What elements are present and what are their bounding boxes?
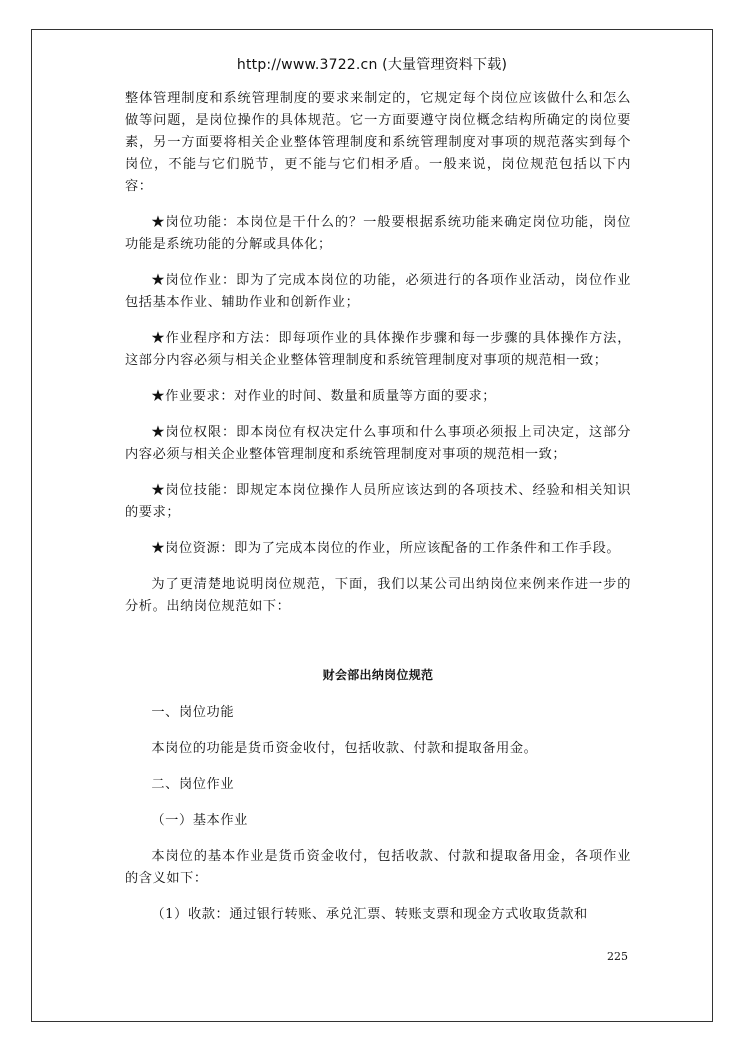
paragraph-procedure-method: ★作业程序和方法：即每项作业的具体操作步骤和每一步骤的具体操作方法，这部分内容必须与相关企业整体管理制度和系统管理制度对事项的规范相一致； xyxy=(125,331,631,368)
page-number: 225 xyxy=(607,950,628,963)
paragraph-authority: ★岗位权限：即本岗位有权决定什么事项和什么事项必须报上司决定，这部分内容必须与相关企业整体管理制度和系统管理制度对事项的规范相一致； xyxy=(125,425,631,462)
section-title: 财会部出纳岗位规范 xyxy=(322,668,434,682)
paragraph-function-desc: 本岗位的功能是货币资金收付，包括收款、付款和提取备用金。 xyxy=(151,741,538,756)
page-header-url: http://www.3722.cn (大量管理资料下载) xyxy=(236,57,508,73)
heading-job-function: 一、岗位功能 xyxy=(151,705,235,720)
paragraph-resources: ★岗位资源：即为了完成本岗位的作业，所应该配备的工作条件和工作手段。 xyxy=(151,541,621,556)
paragraph-receipt: （1）收款：通过银行转账、承兑汇票、转账支票和现金方式收取货款和 xyxy=(151,907,588,922)
paragraph-job-function: ★岗位功能：本岗位是干什么的？一般要根据系统功能来确定岗位功能，岗位功能是系统功能的分解或具体化； xyxy=(125,215,631,252)
paragraph-requirement: ★作业要求：对作业的时间、数量和质量等方面的要求； xyxy=(151,389,497,404)
paragraph-intro: 整体管理制度和系统管理制度的要求来制定的，它规定每个岗位应该做什么和怎么做等问题，是岗位操作的具体规范。它一方面要遵守岗位概念结构所确定的岗位要素，另一方面要将相关企业整体管理制度和系统管理制度对事项的规范落实到每个岗位，不能与它们脱节，更不能与它们相矛盾。一般来说，岗位规范包括以下内容： xyxy=(125,91,631,194)
heading-job-operation: 二、岗位作业 xyxy=(151,777,235,792)
paragraph-example-intro: 为了更清楚地说明岗位规范，下面，我们以某公司出纳岗位来例来作进一步的分析。出纳岗位规范如下： xyxy=(125,577,631,614)
paragraph-job-operation: ★岗位作业：即为了完成本岗位的功能，必须进行的各项作业活动，岗位作业包括基本作业、辅助作业和创新作业； xyxy=(125,273,631,310)
document-body xyxy=(125,88,631,926)
paragraph-skills: ★岗位技能：即规定本岗位操作人员所应该达到的各项技术、经验和相关知识的要求； xyxy=(125,483,631,520)
heading-basic-operation: （一）基本作业 xyxy=(151,813,248,828)
paragraph-basic-desc: 本岗位的基本作业是货币资金收付，包括收款、付款和提取备用金，各项作业的含义如下： xyxy=(125,849,631,886)
